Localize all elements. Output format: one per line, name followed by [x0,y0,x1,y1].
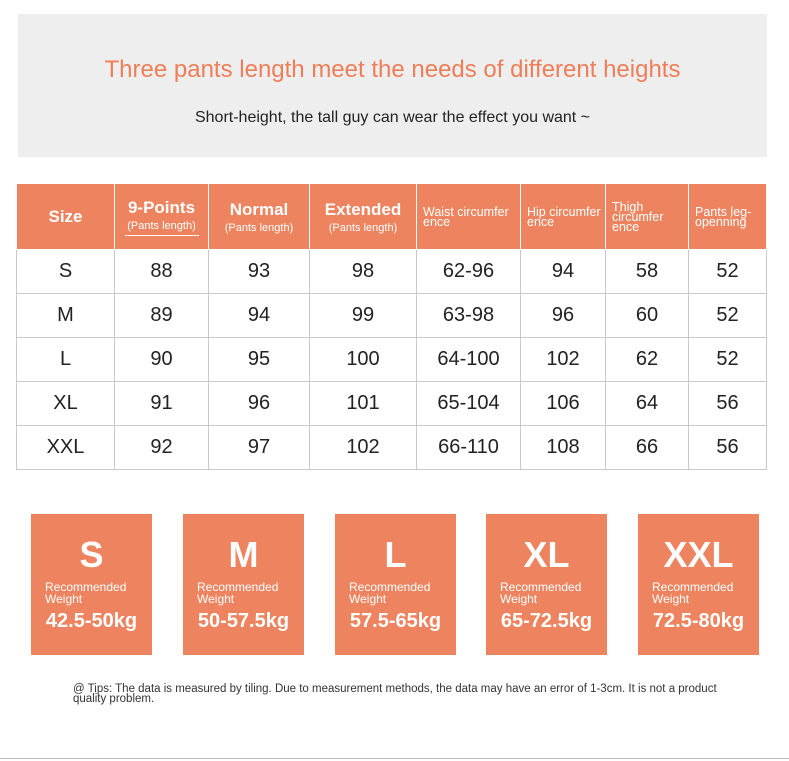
card-weight-range: 72.5-80kg [652,610,745,632]
cell-extended: 102 [310,426,417,470]
cell-leg: 52 [689,338,767,382]
cell-normal: 93 [209,250,310,294]
card-label: Recommended Weight [500,580,582,606]
cell-size: L [17,338,115,382]
cell-leg: 56 [689,426,767,470]
cell-nine: 91 [115,382,209,426]
table-row [17,426,767,470]
table-row [17,382,767,426]
weight-card-xl [486,514,607,655]
cell-leg: 56 [689,382,767,426]
weight-cards [31,514,761,655]
cell-thigh: 66 [606,426,689,470]
cell-nine: 90 [115,338,209,382]
cell-nine: 89 [115,294,209,338]
card-size: XXL [663,534,734,575]
banner-subtitle: Short-height, the tall guy can wear the effect you want ~ [194,109,591,126]
weight-card-m [183,514,304,655]
weight-card-xxl [638,514,759,655]
cell-normal: 97 [209,426,310,470]
weight-card-s [31,514,152,655]
header-underline [125,235,199,236]
cell-waist: 66-110 [417,426,521,470]
weight-card-l [335,514,456,655]
measurement-tips: @ Tips: The data is measured by tiling. Due to measurement methods, the data may have an error of 1-3cm. It is not a product quality problem. [73,683,717,705]
cell-thigh: 60 [606,294,689,338]
cell-thigh: 62 [606,338,689,382]
cell-normal: 96 [209,382,310,426]
table-row [17,250,767,294]
cell-extended: 101 [310,382,417,426]
cell-size: XXL [17,426,115,470]
cell-normal: 94 [209,294,310,338]
header-waist: Waist circumfer ence [417,184,521,250]
cell-hip: 94 [521,250,606,294]
table-row [17,294,767,338]
card-label: Recommended Weight [45,580,127,606]
divider [0,758,789,759]
cell-waist: 64-100 [417,338,521,382]
cell-hip: 102 [521,338,606,382]
header-normal: Normal (Pants length) [209,184,310,250]
cell-nine: 88 [115,250,209,294]
card-size: L [384,534,407,575]
header-thigh: Thigh circumfer ence [606,184,689,250]
card-weight-range: 42.5-50kg [45,610,138,632]
card-weight-range: 50-57.5kg [197,610,290,632]
card-label: Recommended Weight [652,580,734,606]
cell-waist: 63-98 [417,294,521,338]
cell-normal: 95 [209,338,310,382]
table-header-row [17,184,767,250]
cell-extended: 100 [310,338,417,382]
cell-thigh: 58 [606,250,689,294]
cell-extended: 98 [310,250,417,294]
cell-nine: 92 [115,426,209,470]
cell-hip: 108 [521,426,606,470]
cell-thigh: 64 [606,382,689,426]
cell-leg: 52 [689,294,767,338]
cell-size: S [17,250,115,294]
header-banner [18,14,767,157]
card-label: Recommended Weight [197,580,279,606]
size-chart-table [16,183,767,470]
header-leg-opening: Pants leg- openning [689,184,767,250]
card-weight-range: 65-72.5kg [500,610,593,632]
table-row [17,338,767,382]
card-label: Recommended Weight [349,580,431,606]
cell-size: XL [17,382,115,426]
card-size: S [79,534,104,575]
header-hip: Hip circumfer ence [521,184,606,250]
cell-size: M [17,294,115,338]
cell-waist: 65-104 [417,382,521,426]
cell-hip: 106 [521,382,606,426]
header-nine-points: 9-Points (Pants length) [115,184,209,250]
banner-title: Three pants length meet the needs of different heights [104,56,681,83]
cell-leg: 52 [689,250,767,294]
card-size: XL [523,534,570,575]
card-size: M [228,534,259,575]
header-extended: Extended (Pants length) [310,184,417,250]
cell-waist: 62-96 [417,250,521,294]
cell-extended: 99 [310,294,417,338]
header-size: Size [17,184,115,250]
cell-hip: 96 [521,294,606,338]
card-weight-range: 57.5-65kg [349,610,442,632]
